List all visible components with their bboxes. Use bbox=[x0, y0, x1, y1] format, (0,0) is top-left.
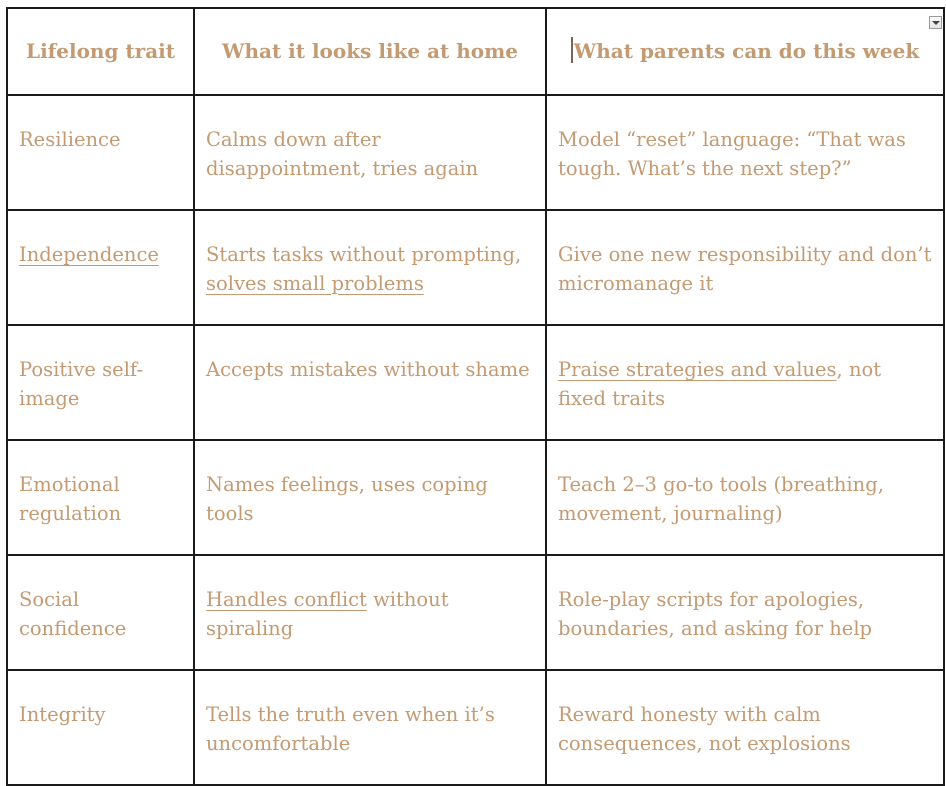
cell-text: , not fixed traits bbox=[558, 358, 882, 410]
handles-conflict-link[interactable]: Handles conflict bbox=[206, 588, 367, 611]
table-row-positive-self-image bbox=[7, 325, 944, 440]
cell-parents[interactable]: Give one new responsibility and don’t micromanage it bbox=[546, 210, 944, 325]
cell-trait[interactable]: Integrity bbox=[7, 670, 194, 785]
cell-at-home[interactable] bbox=[194, 555, 546, 670]
cell-trait[interactable] bbox=[7, 210, 194, 325]
cell-at-home[interactable] bbox=[194, 210, 546, 325]
cell-parents[interactable] bbox=[546, 325, 944, 440]
text-cursor bbox=[571, 37, 573, 63]
cell-trait[interactable]: Social confidence bbox=[7, 555, 194, 670]
cell-at-home[interactable]: Tells the truth even when it’s uncomfortable bbox=[194, 670, 546, 785]
table-row-resilience bbox=[7, 95, 944, 210]
cell-trait[interactable]: Emotional regulation bbox=[7, 440, 194, 555]
table-row-integrity bbox=[7, 670, 944, 785]
cell-trait[interactable]: Resilience bbox=[7, 95, 194, 210]
cell-parents[interactable]: Role-play scripts for apologies, boundaries, and asking for help bbox=[546, 555, 944, 670]
header-parents-label: What parents can do this week bbox=[573, 39, 920, 64]
cell-text: Starts tasks without prompting, bbox=[206, 243, 522, 266]
praise-strategies-link[interactable]: Praise strategies and values bbox=[558, 358, 837, 381]
cell-text: without spiraling bbox=[206, 588, 449, 640]
header-at-home[interactable]: What it looks like at home bbox=[194, 8, 546, 95]
solves-small-problems-link[interactable]: solves small problems bbox=[206, 271, 424, 295]
cell-at-home[interactable]: Calms down after disappointment, tries again bbox=[194, 95, 546, 210]
traits-table bbox=[6, 7, 945, 786]
cell-parents[interactable]: Teach 2–3 go-to tools (breathing, movement, journaling) bbox=[546, 440, 944, 555]
table-row-independence bbox=[7, 210, 944, 325]
cell-parents[interactable]: Model “reset” language: “That was tough. What’s the next step?” bbox=[546, 95, 944, 210]
header-lifelong-trait[interactable]: Lifelong trait bbox=[7, 8, 194, 95]
table-row-emotional-regulation bbox=[7, 440, 944, 555]
header-parents-this-week[interactable] bbox=[546, 8, 944, 95]
independence-link[interactable]: Independence bbox=[19, 243, 159, 266]
cell-at-home[interactable]: Accepts mistakes without shame bbox=[194, 325, 546, 440]
cell-trait[interactable]: Positive self-image bbox=[7, 325, 194, 440]
table-row-social-confidence bbox=[7, 555, 944, 670]
cell-parents[interactable]: Reward honesty with calm consequences, not explosions bbox=[546, 670, 944, 785]
table-header-row bbox=[7, 8, 944, 95]
cell-at-home[interactable]: Names feelings, uses coping tools bbox=[194, 440, 546, 555]
